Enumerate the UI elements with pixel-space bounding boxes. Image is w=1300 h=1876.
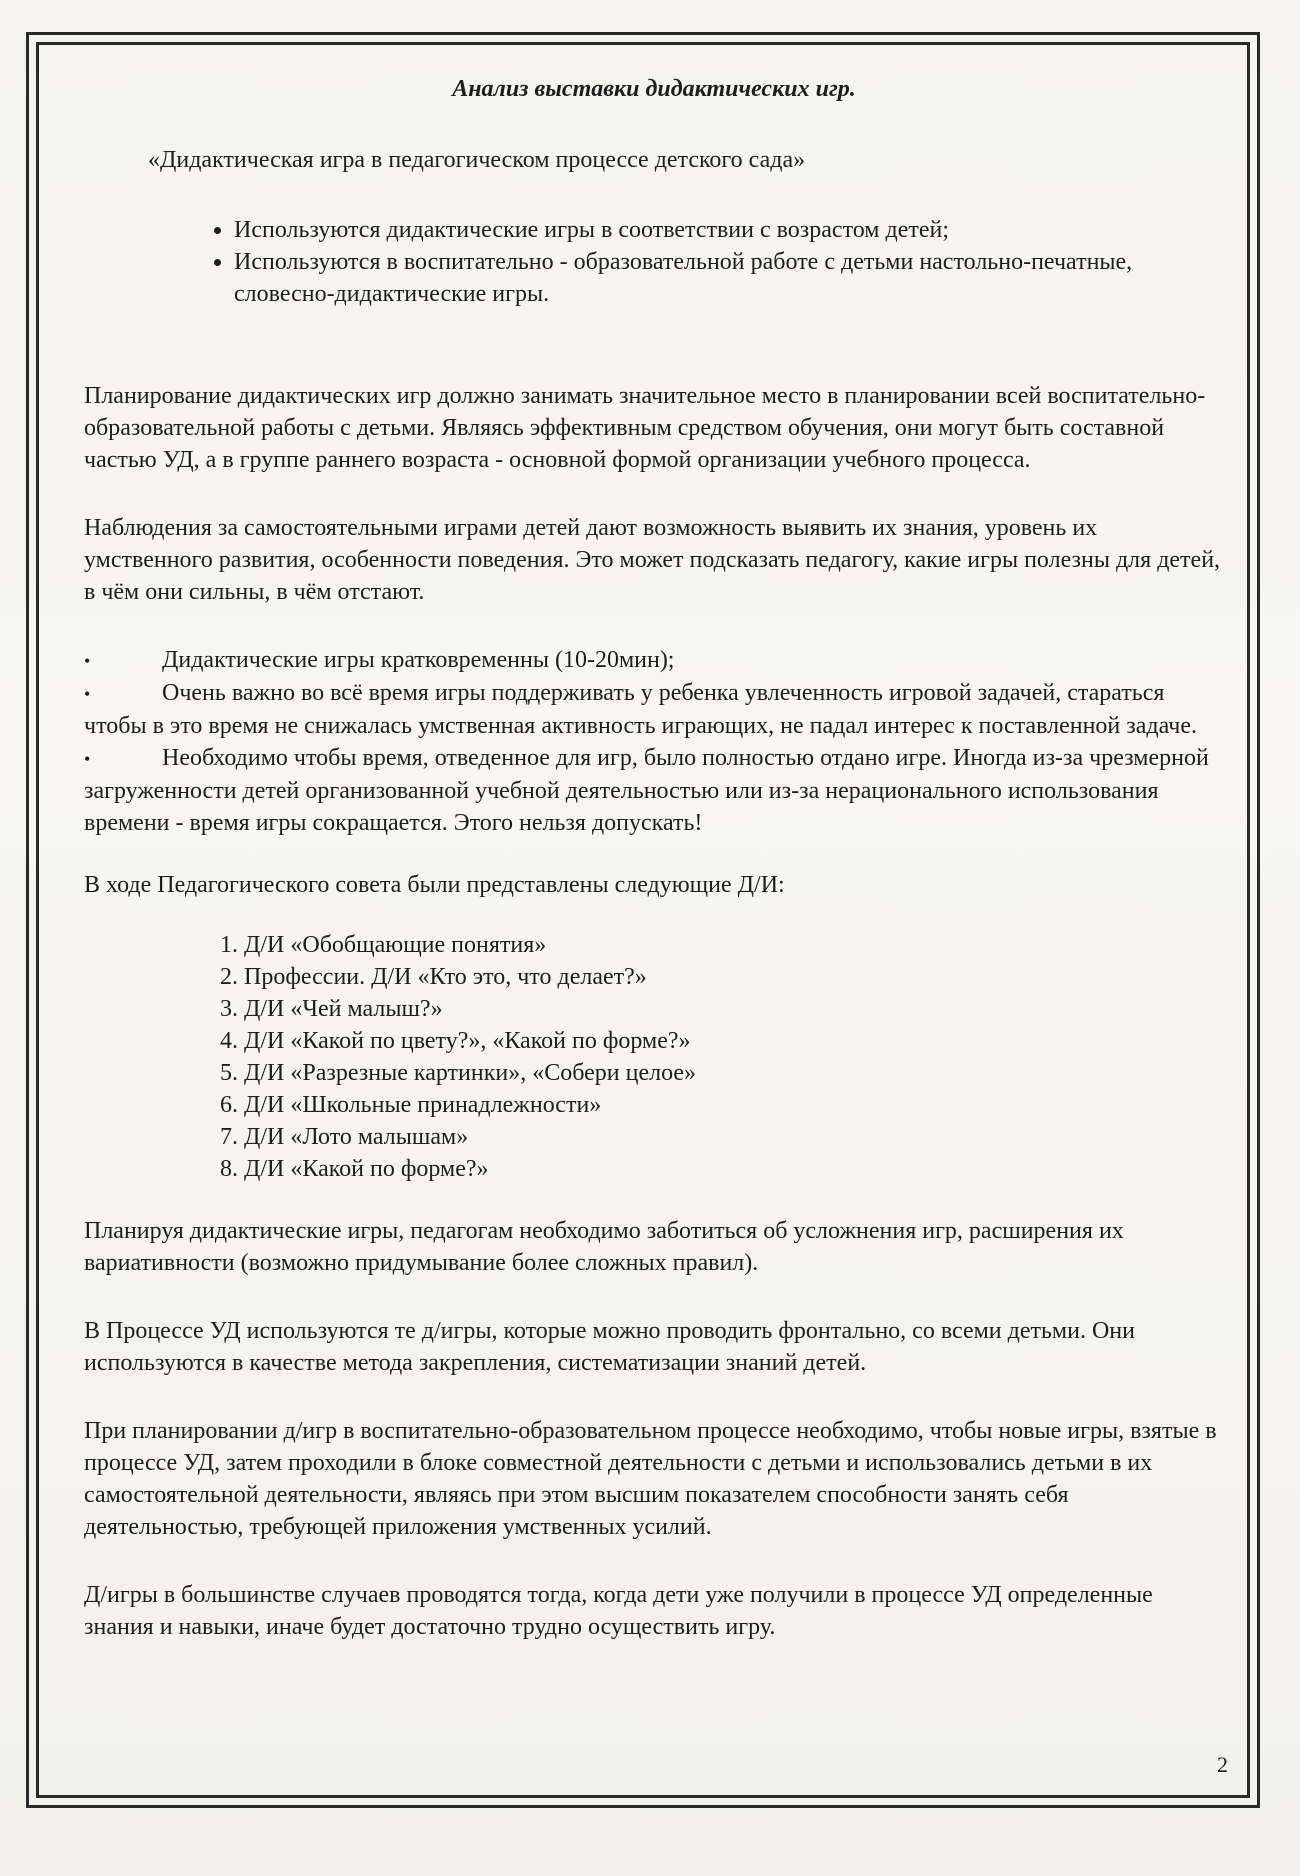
page-number: 2 <box>1217 1752 1228 1777</box>
paragraph-when: Д/игры в большинстве случаев проводятся тогда, когда дети уже получили в процессе УД определенные знания и навыки, иначе будет достаточно трудно осуществить игру. <box>84 1582 1153 1640</box>
game-item: 6. Д/И «Школьные принадлежности» <box>244 1089 1224 1121</box>
paragraph-planning: Планирование дидактических игр должно занимать значительное место в планировании всей воспитательно-образовательной работы с детьми. Являясь эффективным средством обучения, они могут быть составной частью УД, а в группе раннего возраста - основной формой организации учебного процесса. <box>84 383 1206 473</box>
note-text: Очень важно во всё время игры поддерживать у ребенка увлеченность игровой задачей, стараться чтобы в это время не снижалась умственная активность играющих, не падал интерес к поставленной задаче. <box>84 680 1198 739</box>
intro-bullet-item: • Используются в воспитательно - образовательной работе с детьми настольно-печатные, словесно-дидактические игры. <box>234 246 1224 310</box>
game-item: 8. Д/И «Какой по форме?» <box>244 1153 1224 1185</box>
games-list <box>84 929 1224 1185</box>
paragraph-process: В Процессе УД используются те д/игры, которые можно проводить фронтально, со всеми детьми. Они используются в качестве метода закрепления, систематизации знаний детей. <box>84 1318 1135 1376</box>
game-item: 7. Д/И «Лото малышам» <box>244 1121 1224 1153</box>
game-item: 4. Д/И «Какой по цвету?», «Какой по форме?» <box>244 1025 1224 1057</box>
notes-list <box>84 644 1224 839</box>
bullet-glyph: • <box>84 684 91 704</box>
bullet-glyph: • <box>84 651 91 671</box>
note-item <box>84 677 1224 742</box>
note-text: Необходимо чтобы время, отведенное для игр, было полностью отдано игре. Иногда из-за чрезмерной загруженности детей организованной учебной деятельностью или из-за нерационального использования времени - время игры сокращается. Этого нельзя допускать! <box>84 745 1209 836</box>
game-item: 5. Д/И «Разрезные картинки», «Собери целое» <box>244 1057 1224 1089</box>
note-item <box>84 742 1224 839</box>
intro-bullet-list <box>84 214 1224 310</box>
paragraph-complexity: Планируя дидактические игры, педагогам необходимо заботиться об усложнения игр, расширения их вариативности (возможно придумывание более сложных правил). <box>84 1218 1124 1276</box>
bullet-glyph: • <box>84 749 91 769</box>
document-content <box>84 70 1224 1643</box>
game-item: 1. Д/И «Обобщающие понятия» <box>244 929 1224 961</box>
document-title: Анализ выставки дидактических игр. <box>452 76 856 102</box>
intro-bullet-item: • Используются дидактические игры в соответствии с возрастом детей; <box>234 214 1224 246</box>
paragraph-council: В ходе Педагогического совета были представлены следующие Д/И: <box>84 872 785 898</box>
paragraph-observation: Наблюдения за самостоятельными играми детей дают возможность выявить их знания, уровень их умственного развития, особенности поведения. Это может подсказать педагогу, какие игры полезны для детей, в чём они сильны, в чём отстают. <box>84 515 1221 605</box>
game-item: 2. Профессии. Д/И «Кто это, что делает?» <box>244 961 1224 993</box>
game-item: 3. Д/И «Чей малыш?» <box>244 993 1224 1025</box>
document-subtitle: «Дидактическая игра в педагогическом процессе детского сада» <box>148 147 806 173</box>
note-item <box>84 644 1224 677</box>
note-text: Дидактические игры кратковременны (10-20мин); <box>162 647 675 673</box>
paragraph-new-games: При планировании д/игр в воспитательно-образовательном процессе необходимо, чтобы новые игры, взятые в процессе УД, затем проходили в блоке совместной деятельности с детьми и использовались детьми в их самостоятельной деятельности, являясь при этом высшим показателем способности занять себя деятельностью, требующей приложения умственных усилий. <box>84 1418 1217 1540</box>
